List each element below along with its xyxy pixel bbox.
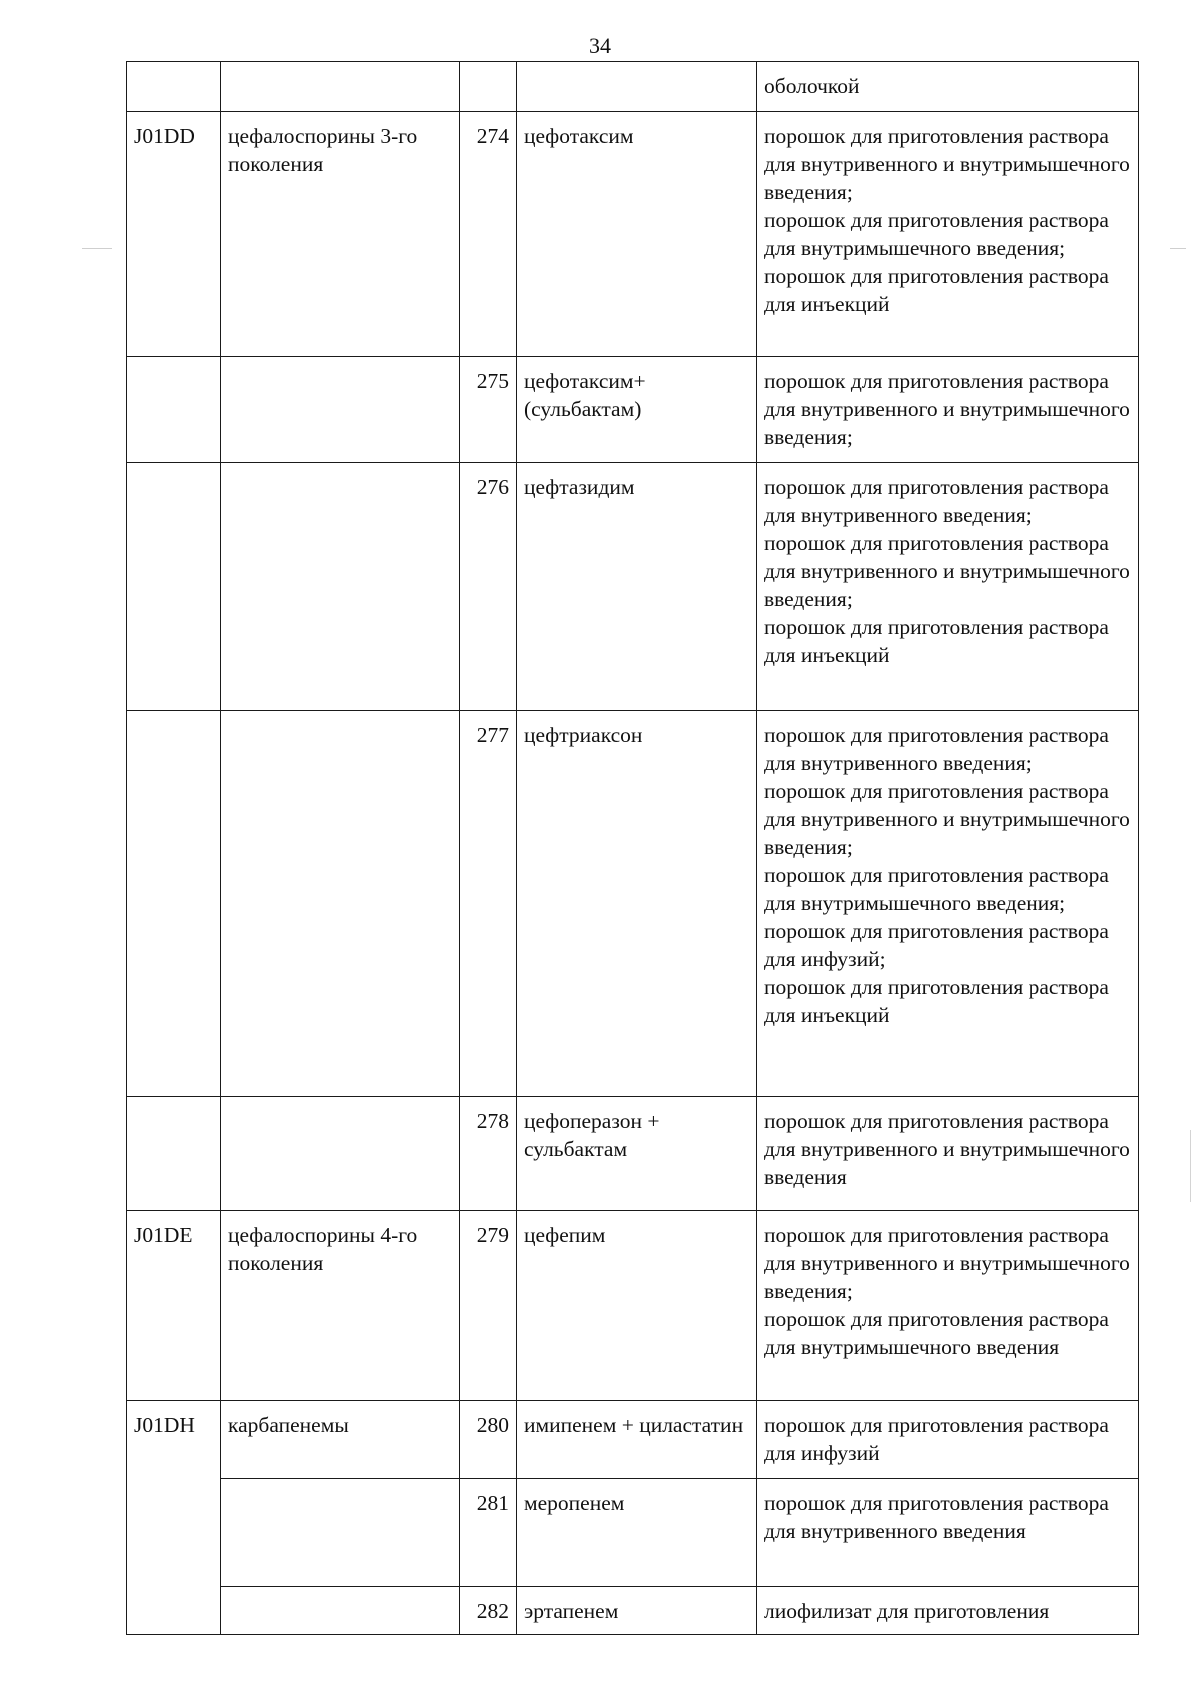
table-row [127, 1587, 1139, 1635]
atc-code-cell [127, 463, 221, 711]
number-cell: 274 [460, 112, 517, 357]
medication-table [126, 61, 1139, 1635]
group-cell [221, 62, 460, 112]
drug-name-cell: цефепим [517, 1211, 757, 1401]
dosage-form-cell: порошок для приготовления раствора для инфузий [757, 1401, 1139, 1479]
atc-code-cell [127, 711, 221, 1097]
scan-artifact-line [82, 248, 112, 249]
drug-name-cell: цефтриаксон [517, 711, 757, 1097]
number-cell: 276 [460, 463, 517, 711]
number-cell: 278 [460, 1097, 517, 1211]
number-cell: 281 [460, 1479, 517, 1587]
dosage-form-cell: порошок для приготовления раствора для внутривенного и внутримышечного введения; порошок для приготовления раствора для внутримышечного введения [757, 1211, 1139, 1401]
group-cell: цефалоспорины 4-го поколения [221, 1211, 460, 1401]
dosage-form-cell: оболочкой [757, 62, 1139, 112]
drug-name-cell: эртапенем [517, 1587, 757, 1635]
group-cell [221, 1587, 460, 1635]
atc-code-cell [127, 1097, 221, 1211]
group-cell [221, 1097, 460, 1211]
table-row [127, 357, 1139, 463]
table-row [127, 1211, 1139, 1401]
drug-name-cell: цефтазидим [517, 463, 757, 711]
drug-name-cell: цефоперазон + сульбактам [517, 1097, 757, 1211]
dosage-form-cell: порошок для приготовления раствора для внутривенного введения; порошок для приготовления раствора для внутривенного и внутримышечного введения; порошок для приготовления раствора для внутримышечного введения; порошок для приготовления раствора для инфузий; порошок для приготовления раствора для инъекций [757, 711, 1139, 1097]
dosage-form-cell: лиофилизат для приготовления [757, 1587, 1139, 1635]
number-cell: 282 [460, 1587, 517, 1635]
drug-name-cell [517, 62, 757, 112]
dosage-form-cell: порошок для приготовления раствора для внутривенного и внутримышечного введения; [757, 357, 1139, 463]
dosage-form-cell: порошок для приготовления раствора для внутривенного и внутримышечного введения; порошок для приготовления раствора для внутримышечного введения; порошок для приготовления раствора для инъекций [757, 112, 1139, 357]
dosage-form-cell: порошок для приготовления раствора для внутривенного введения [757, 1479, 1139, 1587]
drug-name-cell: цефотаксим [517, 112, 757, 357]
dosage-form-cell: порошок для приготовления раствора для внутривенного введения; порошок для приготовления раствора для внутривенного и внутримышечного введения; порошок для приготовления раствора для инъекций [757, 463, 1139, 711]
group-cell [221, 711, 460, 1097]
drug-name-cell: меропенем [517, 1479, 757, 1587]
table-row [127, 1097, 1139, 1211]
group-cell [221, 1479, 460, 1587]
number-cell: 277 [460, 711, 517, 1097]
table-row [127, 112, 1139, 357]
scan-artifact-line [1190, 1130, 1191, 1202]
scan-artifact-line [1170, 248, 1186, 249]
number-cell [460, 62, 517, 112]
table-row [127, 463, 1139, 711]
group-cell [221, 463, 460, 711]
table-row [127, 711, 1139, 1097]
dosage-form-cell: порошок для приготовления раствора для внутривенного и внутримышечного введения [757, 1097, 1139, 1211]
table-row [127, 62, 1139, 112]
atc-code-cell [127, 62, 221, 112]
number-cell: 279 [460, 1211, 517, 1401]
table-row [127, 1401, 1139, 1479]
table-row [127, 1479, 1139, 1587]
page-number: 34 [589, 33, 611, 58]
atc-code-cell: J01DH [127, 1401, 221, 1635]
group-cell [221, 357, 460, 463]
group-cell: карбапенемы [221, 1401, 460, 1479]
number-cell: 275 [460, 357, 517, 463]
group-cell: цефалоспорины 3-го поколения [221, 112, 460, 357]
number-cell: 280 [460, 1401, 517, 1479]
atc-code-cell: J01DE [127, 1211, 221, 1401]
atc-code-cell: J01DD [127, 112, 221, 357]
drug-name-cell: цефотаксим+ (сульбактам) [517, 357, 757, 463]
drug-name-cell: имипенем + циластатин [517, 1401, 757, 1479]
atc-code-cell [127, 357, 221, 463]
